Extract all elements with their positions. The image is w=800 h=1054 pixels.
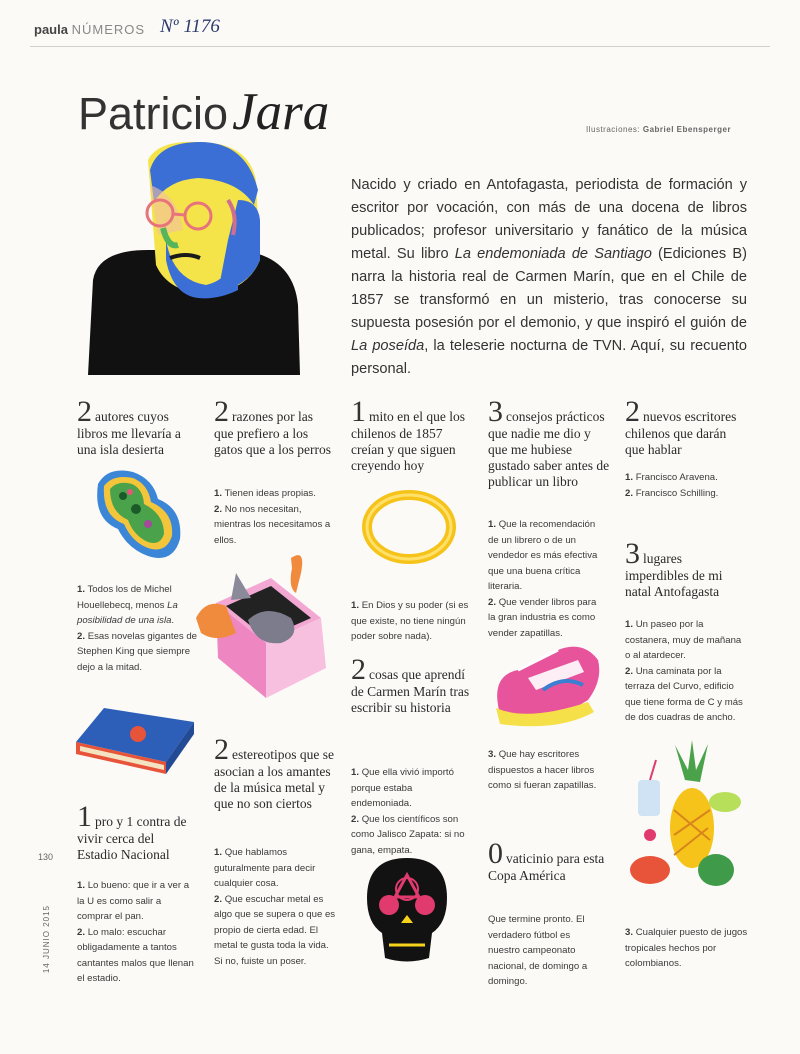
item-heading: 2 estereotipos que se asocian a los amantes de la música metal y que no son ciertos	[214, 733, 334, 811]
item-number: 0	[488, 837, 503, 870]
title-last: Jara	[232, 83, 330, 141]
consejos-list-cont	[488, 747, 604, 794]
list-item: 1. Tienen ideas propias.	[214, 488, 316, 499]
cat-box-illustration	[196, 548, 338, 703]
escritores-list	[625, 470, 749, 501]
estadio-list	[77, 878, 197, 987]
list-item: 2. Una caminata por la terraza del Curvo, edificio que tiene forma de C y más de dos cuadras de ancho.	[625, 665, 743, 723]
island-illustration	[88, 464, 188, 569]
skull-illustration	[357, 853, 457, 968]
item-heading: 3 consejos prácticos que nadie me dio y que me hubiese gustado saber antes de publicar un libro	[488, 395, 610, 489]
item-autores	[77, 395, 201, 458]
intro-text-1: Nacido y criado en Antofagasta, periodista de formación y escritor por vocación, con más de una docena de libros publicados; profesor universitario y fanático de la música metal. Su libro	[351, 177, 747, 262]
item-number: 2	[625, 395, 640, 428]
list-item: 3. Que hay escritores dispuestos a hacer libros como si fueran zapatillas.	[488, 749, 597, 791]
list-item: 2. Lo malo: escuchar obligadamente a tantos cantantes malos que llenan el estadio.	[77, 926, 194, 984]
issue-date: 14 JUNIO 2015	[42, 905, 51, 974]
list-item: 1. Que hablamos guturalmente para decir cualquier cosa.	[214, 847, 316, 889]
list-item: 3. Cualquier puesto de jugos tropicales hechos por colombianos.	[625, 927, 748, 969]
list-item: 2. Que los científicos son como Jalisco Zapata: si no gana, empata.	[351, 813, 465, 856]
metal-list	[214, 845, 338, 969]
intro-show-title: La poseída	[351, 338, 425, 354]
list-item: 2. No nos necesitan, mientras los necesitamos a ellos.	[214, 503, 331, 546]
intro-paragraph	[351, 174, 747, 381]
item-number: 1	[77, 800, 92, 833]
brand-label: paula	[34, 22, 68, 37]
page-title	[78, 82, 329, 142]
list-item: 2. Esas novelas gigantes de Stephen King que siempre dejo a la mitad.	[77, 630, 198, 673]
book-illustration	[74, 702, 196, 784]
fruit-illustration	[630, 740, 748, 900]
item-metal	[214, 733, 338, 812]
list-item: 1. En Dios y su poder (si es que existe, no tiene ningún poder sobre nada).	[351, 600, 469, 642]
item-number: 3	[625, 537, 640, 570]
list-item: 1. Francisco Aravena.	[625, 472, 718, 483]
item-heading: 3 lugares imperdibles de mi natal Antofagasta	[625, 537, 723, 599]
vaticinio-text: Que termine pronto. El verdadero fútbol es nuestro campeonato nacional, de domingo a domingo.	[488, 914, 588, 987]
page-number: 130	[38, 852, 54, 862]
item-gatos	[214, 395, 334, 458]
intro-book-title: La endemoniada de Santiago	[454, 246, 652, 262]
item-number: 1	[351, 395, 366, 428]
list-item: 1. Lo bueno: que ir a ver a la U es como salir a comprar el pan.	[77, 880, 190, 922]
title-first: Patricio	[78, 88, 229, 139]
sneaker-illustration	[488, 630, 606, 735]
gatos-list	[214, 486, 334, 548]
list-item: 1. Todos los de Michel Houellebecq, menos La posibilidad de una isla.	[77, 584, 178, 626]
item-heading: 2 nuevos escritores chilenos que darán que hablar	[625, 395, 737, 457]
intro-text-2: (Ediciones B) narra la historia real de Carmen Marín, que en el Chile de 1857 se transformó en un misterio, tras conocerse su supuesta posesión por el demonio, y que inspiró el guión de	[351, 246, 747, 331]
item-number: 2	[214, 395, 229, 428]
header-rule	[30, 46, 770, 47]
item-number: 2	[351, 653, 366, 686]
item-number: 3	[488, 395, 503, 428]
illustration-credit	[586, 125, 731, 134]
item-estadio	[77, 800, 197, 863]
item-heading: 2 cosas que aprendí de Carmen Marín tras escribir su historia	[351, 653, 470, 715]
consejos-list	[488, 517, 604, 641]
item-number: 2	[214, 733, 229, 766]
credit-label: Ilustraciones:	[586, 125, 641, 134]
section-label: NÚMEROS	[71, 22, 146, 37]
item-lugares	[625, 537, 749, 600]
item-heading: 0 vaticinio para esta Copa América	[488, 837, 605, 883]
mito-list	[351, 598, 475, 645]
item-vaticinio	[488, 837, 606, 884]
halo-ring-illustration	[360, 488, 458, 566]
list-item: 2. Que vender libros para la gran industria es como vender zapatillas.	[488, 596, 597, 639]
magazine-header	[34, 22, 145, 37]
item-heading: 2 razones por las que prefiero a los gatos que a los perros	[214, 395, 331, 457]
item-heading: 1 mito en el que los chilenos de 1857 creían y que siguen creyendo hoy	[351, 395, 465, 473]
item-mito	[351, 395, 475, 474]
intro-text-3: , la teleserie nocturna de TVN. Aquí, su recuento personal.	[351, 338, 747, 377]
item-carmen	[351, 653, 475, 716]
list-item: 1. Que la recomendación de un librero o de un vendedor es más efectiva que una buena crítica literaria.	[488, 519, 598, 592]
item-number: 2	[77, 395, 92, 428]
list-item: 1. Un paseo por la costanera, muy de mañana o al atardecer.	[625, 619, 742, 661]
handwritten-note: Nº 1176	[160, 16, 220, 37]
lugares-list	[625, 617, 749, 726]
item-heading: 1 pro y 1 contra de vivir cerca del Estadio Nacional	[77, 800, 187, 862]
list-item: 2. Francisco Schilling.	[625, 487, 719, 499]
item-escritores	[625, 395, 749, 458]
autores-list	[77, 582, 200, 675]
author-portrait	[88, 140, 303, 375]
credit-name: Gabriel Ebensperger	[642, 125, 732, 134]
list-item: 2. Que escuchar metal es algo que se supera o que es propio de cierta edad. El metal te gusta toda la vida. Si no, fuiste un poser.	[214, 893, 336, 967]
item-heading: 2 autores cuyos libros me llevaría a una isla desierta	[77, 395, 181, 457]
list-item: 1. Que ella vivió importó porque estaba endemoniada.	[351, 767, 454, 809]
item-consejos	[488, 395, 612, 490]
carmen-list	[351, 765, 471, 858]
lugares-list-cont	[625, 925, 749, 972]
